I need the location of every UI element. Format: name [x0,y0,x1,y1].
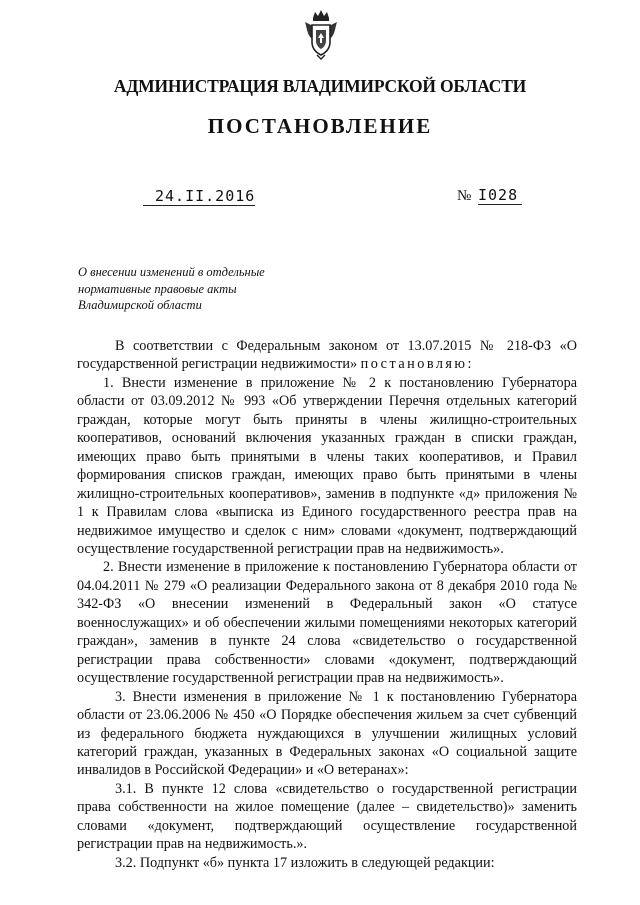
resolution-keyword: постановляю: [360,356,474,373]
coat-of-arms-icon [301,8,341,60]
paragraph-3-2: 3.2. Подпункт «б» пункта 17 изложить в следующей редакции: [115,854,495,871]
paragraph-3-1: 3.1. В пункте 12 слова «свидетельство о государственной регистрации права собственности на жилое помещение (далее – свидетельство)» заменить словами «документ, подтверждающий осуществление государственной регистрации прав на недвижимость.». [77,780,577,853]
organization-title: АДМИНИСТРАЦИЯ ВЛАДИМИРСКОЙ ОБЛАСТИ [113,76,527,96]
document-body [77,337,577,872]
document-type: ПОСТАНОВЛЕНИЕ [207,114,433,138]
subject-line: нормативные правовые акты [78,281,237,296]
document-subject [78,264,308,314]
subject-line: Владимирской области [78,298,202,312]
document-number: I028 [478,186,522,205]
paragraph-3: 3. Внести изменения в приложение № 1 к постановлению Губернатора области от 23.06.2006 № 450 «О Порядке обеспечения жильем за счет субвенций из федерального бюджета нуждающихся в улучшении жилищных условий категорий граждан, указанных в Федеральных законах «О социальной защите инвалидов в Российской Федерации» и «О ветеранах»: [77,688,577,779]
intro-text: В соответствии с Федеральным законом от 13.07.2015 № 218-ФЗ «О государственной регистрации недвижимости» [77,338,577,373]
intro-paragraph [77,337,577,374]
paragraph-1: 1. Внести изменение в приложение № 2 к постановлению Губернатора области от 03.09.2012 № 993 «Об утверждении Перечня отдельных категорий граждан, которые могут быть приняты в члены жилищно-строительных кооперативов, оснований включения указанных граждан в списки граждан, имеющих право быть принятыми в члены таких кооперативов, и Правил формирования списков граждан, имеющих право быть принятыми в члены жилищно-строительных кооперативов», заменив в подпункте «д» приложения № 1 к Правилам слова «выписка из Единого государственного реестра прав на недвижимое имущество и сделок с ним» словами «документ, подтверждающий осуществление государственной регистрации прав на недвижимость». [77,374,577,557]
subject-line: О внесении изменений в отдельные [78,265,265,279]
number-label: № [457,188,472,204]
document-date: 24.II.2016 [143,187,255,206]
paragraph-2: 2. Внести изменение в приложение к постановлению Губернатора области от 04.04.2011 № 279 «О реализации Федерального закона от 8 декабря 2010 года № 342-ФЗ «О внесении изменений в Федеральный закон «О статусе военнослужащих» и об обеспечении жилыми помещениями некоторых категорий граждан», заменив в пункте 24 слова «свидетельство о государственной регистрации права собственности» словами «документ, подтверждающий осуществление государственной регистрации прав на недвижимость». [77,559,577,687]
